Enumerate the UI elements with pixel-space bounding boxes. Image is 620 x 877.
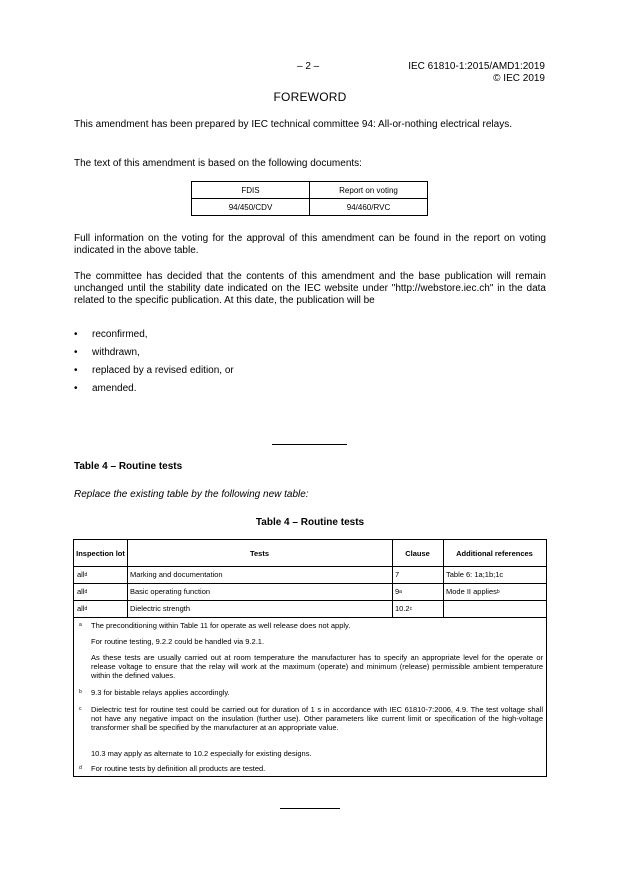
- bullet-list: [74, 329, 234, 401]
- list-item: [74, 365, 234, 383]
- footnote-a-continued: [74, 653, 546, 681]
- table-cell-lot: all d: [77, 570, 88, 579]
- footnote-marker: a: [79, 622, 82, 628]
- table-cell-test: Basic operating function: [130, 587, 211, 596]
- table-cell-test: Marking and documentation: [130, 570, 223, 579]
- table-cell-clause: 9 a: [395, 587, 402, 596]
- document-id: IEC 61810-1:2015/AMD1:2019: [408, 61, 545, 72]
- table-cell-reference: Mode II applies b: [446, 587, 500, 596]
- cell-text: 9: [395, 587, 400, 596]
- foreword-paragraph-4: The committee has decided that the contents of this amendment and the base publication will remain unchanged until the stability date indicated on the IEC website under "http://webstore.iec.ch" in the data related to the specific publication. At this date, the publication will be: [74, 271, 546, 306]
- cell-text: Mode II applies: [446, 587, 497, 596]
- footnote-c-continued: [74, 749, 546, 759]
- column-header-inspection-lot: Inspection lot: [76, 548, 125, 558]
- footnote-text: As these tests are usually carried out at room temperature the manufacturer has to specify an appropriate level for the operate or release voltage to ensure that the relay will work at the maximum (operate) and minimum (release) permissible ambient temperature within the defined values.: [91, 653, 543, 680]
- table-row: [192, 199, 428, 216]
- list-item: [74, 383, 234, 401]
- column-header-additional-references: Additional references: [456, 548, 533, 558]
- cell-text: all: [77, 570, 85, 579]
- amendment-instruction: Replace the existing table by the following new table:: [74, 489, 309, 500]
- footnote-a-continued: [74, 637, 546, 647]
- footnote-text: 9.3 for bistable relays applies accordingly.: [91, 688, 230, 697]
- table-cell-lot: all d: [77, 604, 88, 613]
- section-title: Table 4 – Routine tests: [74, 461, 183, 472]
- row-divider: [74, 617, 546, 618]
- section-divider: [272, 444, 347, 445]
- foreword-title: FOREWORD: [273, 90, 347, 104]
- page-number: – 2 –: [297, 61, 320, 72]
- table-cell: 94/450/CDV: [192, 199, 310, 216]
- table-cell-reference: [443, 600, 546, 617]
- footnote-text: For routine testing, 9.2.2 could be handled via 9.2.1.: [91, 637, 265, 646]
- footnote-text: 10.3 may apply as alternate to 10.2 especially for existing designs.: [91, 749, 312, 758]
- footnote-marker: d: [79, 765, 82, 771]
- table-cell: 94/460/RVC: [310, 199, 428, 216]
- list-item: [74, 329, 234, 347]
- footnote-c: [74, 705, 546, 742]
- list-item-text: replaced by a revised edition, or: [92, 365, 234, 376]
- bullet-icon: •: [74, 329, 78, 340]
- cell-text: 7: [395, 570, 400, 579]
- footnote-text: For routine tests by definition all products are tested.: [91, 764, 266, 773]
- cell-text: all: [77, 587, 85, 596]
- cell-text: all: [77, 604, 85, 613]
- table-caption: Table 4 – Routine tests: [255, 517, 365, 528]
- copyright: © IEC 2019: [493, 73, 545, 84]
- list-item-text: withdrawn,: [92, 347, 140, 358]
- table-cell-clause: [392, 566, 443, 583]
- footnote-marker: c: [79, 706, 82, 712]
- footnote-a: [74, 621, 546, 631]
- table-header-cell: Report on voting: [310, 182, 428, 199]
- footnote-text: The preconditioning within Table 11 for operate as well release does not apply.: [91, 621, 351, 630]
- foreword-paragraph-3: Full information on the voting for the approval of this amendment can be found in the report on voting indicated in the above table.: [74, 233, 546, 256]
- bullet-icon: •: [74, 347, 78, 358]
- voting-documents-table: [191, 181, 428, 216]
- list-item-text: reconfirmed,: [92, 329, 148, 340]
- table-cell-test: Dielectric strength: [130, 604, 191, 613]
- column-header-tests: Tests: [249, 548, 270, 558]
- end-divider: [280, 808, 340, 809]
- table-cell-reference: [443, 566, 546, 583]
- footnote-b: [74, 688, 546, 698]
- table-row: [192, 182, 428, 199]
- table-header-cell: FDIS: [192, 182, 310, 199]
- document-id-block: [408, 61, 545, 85]
- list-item: [74, 347, 234, 365]
- footnote-d: [74, 764, 546, 774]
- footnote-marker: b: [79, 689, 82, 695]
- bullet-icon: •: [74, 365, 78, 376]
- table-cell-lot: all d: [77, 587, 88, 596]
- cell-text: Table 6: 1a;1b;1c: [446, 570, 504, 579]
- column-header-clause: Clause: [405, 548, 430, 558]
- list-item-text: amended.: [92, 383, 137, 394]
- foreword-paragraph-2: The text of this amendment is based on the following documents:: [74, 158, 362, 169]
- footnote-text: Dielectric test for routine test could be carried out for duration of 1 s in accordance with IEC 61810-7:2006, 4.9. The test voltage shall not have any negative impact on the insulation (further use). Other parameters like current limit or specification of the high-voltage transformer shall be specified by the manufacturer at an appropriate value.: [91, 705, 543, 732]
- bullet-icon: •: [74, 383, 78, 394]
- table-cell-clause: 10.2 c: [395, 604, 413, 613]
- cell-text: 10.2: [395, 604, 410, 613]
- routine-tests-table: [73, 539, 547, 777]
- foreword-paragraph-1: This amendment has been prepared by IEC technical committee 94: All-or-nothing electrical relays.: [74, 119, 512, 130]
